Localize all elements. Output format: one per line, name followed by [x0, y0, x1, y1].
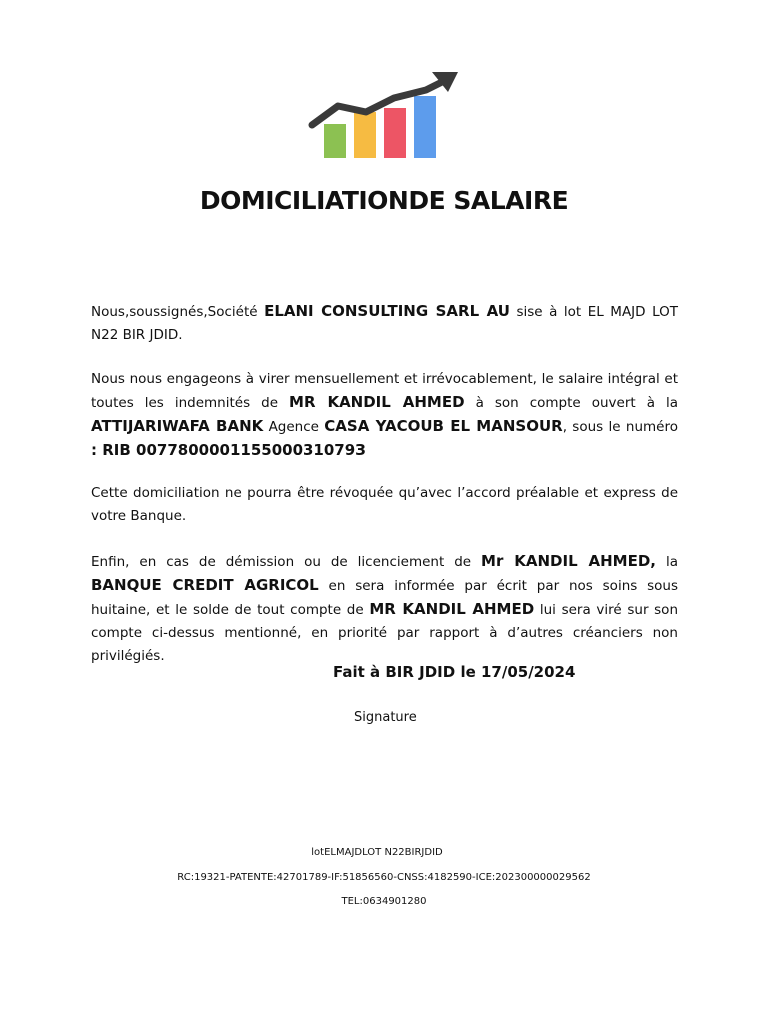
footer-registration: RC:19321-PATENTE:42701789-IF:51856560-CNSS:4182590-ICE:202300000029562 — [177, 872, 591, 883]
document-title: DOMICILIATIONDE SALAIRE — [199, 186, 569, 215]
logo-bar-yellow — [354, 112, 376, 158]
text-segment: Nous,soussignés,Société — [91, 304, 265, 320]
growth-chart-logo-icon — [308, 70, 460, 158]
logo-bar-red — [384, 108, 406, 158]
paragraph-termination — [91, 550, 678, 668]
paragraph-revocation: Cette domiciliation ne pourra être révoquée qu’avec l’accord préalable et express de votre Banque. — [91, 485, 678, 524]
agency-name: CASA YACOUB EL MANSOUR — [324, 417, 563, 435]
rib-number: : RIB 007780000115500031079З — [91, 441, 366, 459]
text-segment: lui sera viré sur son compte ci-dessus mentionné, en priorité par rapport à d’autres créanciers non privilégiés. — [91, 602, 679, 664]
text-segment: la — [656, 554, 678, 570]
company-name: ELANI CONSULTING SARL AU — [264, 302, 510, 320]
text-segment: Agence — [263, 419, 325, 435]
text-segment: Enfin, en cas de démission ou de licenciement de — [91, 554, 482, 570]
text-segment: sise à lot EL MAJD LOT N22 BIR JDID. — [91, 304, 678, 343]
signature-label: Signature — [354, 710, 417, 725]
place-date: Fait à BIR JDID le 17/05/2024 — [333, 663, 576, 681]
text-segment: Nous nous engageons à virer mensuellement et irrévocablement, le salaire intégral et toutes les indemnités de — [91, 371, 678, 411]
employee-name: MR KANDIL AHMED — [369, 600, 535, 618]
footer-telephone: TEL:0634901280 — [341, 896, 427, 907]
employee-name: MR KANDIL AHMED — [289, 393, 465, 411]
paragraph-engagement — [91, 368, 678, 463]
text-segment: , sous le numéro — [562, 419, 678, 435]
text-segment: à son compte ouvert à la — [464, 395, 678, 411]
logo-bar-blue — [414, 96, 436, 158]
footer-address: lotELMAJDLOT N22BIRJDID — [311, 847, 443, 858]
bank-name: ATTIJARIWAFA BANK — [91, 417, 264, 435]
employee-name: Mr KANDIL AHMED, — [481, 552, 657, 570]
bank-name: BANQUE CREDIT AGRICOL — [91, 576, 319, 594]
paragraph-company — [91, 300, 678, 347]
logo-bar-green — [324, 124, 346, 158]
text-segment: en sera informée par écrit par nos soins sous huitaine, et le solde de tout compte de — [91, 578, 678, 618]
